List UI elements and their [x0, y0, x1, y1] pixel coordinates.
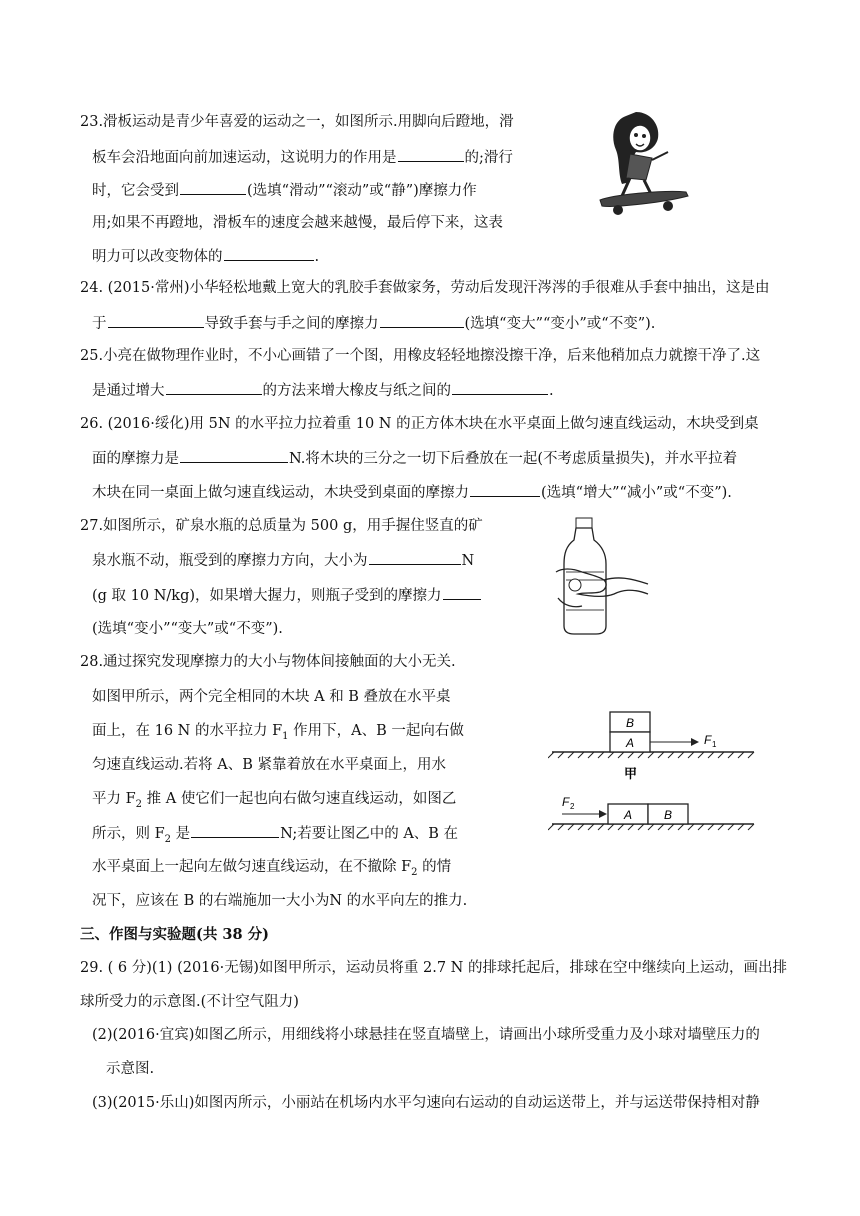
q23-line-3: 时，它会受到 (选填“滑动”“滚动”或“静”)摩擦力作: [92, 180, 477, 201]
block-a-label: A: [626, 736, 635, 750]
q27-line-1: 27.如图所示，矿泉水瓶的总质量为 500 g，用手握住竖直的矿: [80, 518, 483, 534]
answer-blank[interactable]: [224, 246, 314, 261]
block-b-label: B: [626, 716, 635, 730]
answer-blank[interactable]: [452, 380, 548, 395]
answer-blank[interactable]: [443, 585, 481, 600]
q29-line-4: 示意图.: [106, 1061, 155, 1077]
q23-line-1: 23.滑板运动是青少年喜爱的运动之一，如图所示.用脚向后蹬地，滑: [80, 114, 514, 130]
q25-line-2: 是通过增大 的方法来增大橡皮与纸之间的 .: [92, 380, 554, 401]
force-f2-subscript: 2: [570, 802, 575, 811]
answer-blank[interactable]: [180, 180, 246, 195]
figure-jia-label: 甲: [624, 766, 638, 781]
answer-blank[interactable]: [398, 147, 464, 162]
force-f2-label: F: [562, 795, 570, 809]
q29-line-3: (2)(2016·宜宾)如图乙所示，用细线将小球悬挂在竖直墙壁上，请画出小球所受重力及小球对墙壁压力的: [92, 1027, 760, 1043]
answer-blank[interactable]: [380, 313, 464, 328]
answer-blank[interactable]: [166, 380, 262, 395]
q23-line-4: 用;如果不再蹬地，滑板车的速度会越来越慢，最后停下来，这表: [92, 215, 503, 231]
answer-blank[interactable]: [191, 823, 279, 838]
answer-blank[interactable]: [369, 550, 461, 565]
q28-line-3: 面上，在 16 N 的水平拉力 $F_1$ 作用下，A、B 一起向右做: [92, 723, 464, 742]
q28-line-4: 匀速直线运动.若将 A、B 紧靠着放在水平桌面上，用水: [92, 757, 446, 773]
block-a2-label: A: [624, 808, 633, 822]
q23-line-2: 板车会沿地面向前加速运动，这说明力的作用是 的;滑行: [92, 147, 513, 168]
q28-line-6: 所示，则 $F_2$ 是 N;若要让图乙中的 A、B 在: [92, 823, 458, 850]
blocks-figure: [548, 700, 768, 840]
q24-line-2: 于 导致手套与手之间的摩擦力 (选填“变大”“变小”或“不变”).: [92, 313, 655, 334]
q23-line-5: 明力可以改变物体的 .: [92, 246, 319, 267]
bottle-in-hand-figure: [548, 514, 658, 638]
q29-line-1: 29. ( 6 分)(1) (2016·无锡)如图甲所示，运动员将重 2.7 N 的排球托起后，排球在空中继续向上运动，画出排: [80, 960, 787, 976]
force-f1-subscript: 1: [712, 740, 717, 749]
skateboard-figure: [596, 108, 692, 220]
section-3-heading: 三、作图与实验题(共 38 分): [80, 926, 269, 943]
q27-line-2: 泉水瓶不动，瓶受到的摩擦力方向，大小为 N: [92, 550, 474, 571]
force-f1-label: F: [704, 733, 712, 747]
q26-line-2: 面的摩擦力是 N.将木块的三分之一切下后叠放在一起(不考虑质量损失)，并水平拉着: [92, 448, 737, 469]
q24-line-1: 24. (2015·常州)小华轻松地戴上宽大的乳胶手套做家务，劳动后发现汗涔涔的手很难从手套中抽出，这是由: [80, 280, 770, 296]
q25-line-1: 25.小亮在做物理作业时，不小心画错了一个图，用橡皮轻轻地擦没擦干净，后来他稍加点力就擦干净了.这: [80, 348, 761, 364]
block-b2-label: B: [664, 808, 673, 822]
q28-line-5: 平力 $F_2$ 推 A 使它们一起也向右做匀速直线运动，如图乙: [92, 791, 457, 810]
q29-line-5: (3)(2015·乐山)如图丙所示，小丽站在机场内水平匀速向右运动的自动运送带上，并与运送带保持相对静: [92, 1095, 760, 1111]
q28-line-1: 28.通过探究发现摩擦力的大小与物体间接触面的大小无关.: [80, 654, 456, 670]
answer-blank[interactable]: [180, 448, 288, 463]
q26-line-1: 26. (2016·绥化)用 5N 的水平拉力拉着重 10 N 的正方体木块在水平桌面上做匀速直线运动，木块受到桌: [80, 416, 759, 432]
answer-blank[interactable]: [108, 313, 204, 328]
q29-line-2: 球所受力的示意图.(不计空气阻力): [80, 994, 299, 1010]
q28-line-8: 况下，应该在 B 的右端施加一大小为N 的水平向左的推力.: [92, 893, 468, 909]
q28-line-7: 水平桌面上一起向左做匀速直线运动，在不撤除 $F_2$ 的情: [92, 859, 452, 878]
q27-line-3: (g 取 10 N/kg)，如果增大握力，则瓶子受到的摩擦力: [92, 585, 482, 606]
answer-blank[interactable]: [470, 482, 540, 497]
q26-line-3: 木块在同一桌面上做匀速直线运动，木块受到桌面的摩擦力 (选填“增大”“减小”或“不变”).: [92, 482, 732, 503]
q28-line-2: 如图甲所示，两个完全相同的木块 A 和 B 叠放在水平桌: [92, 689, 451, 705]
q27-line-4: (选填“变小”“变大”或“不变”).: [92, 621, 283, 637]
